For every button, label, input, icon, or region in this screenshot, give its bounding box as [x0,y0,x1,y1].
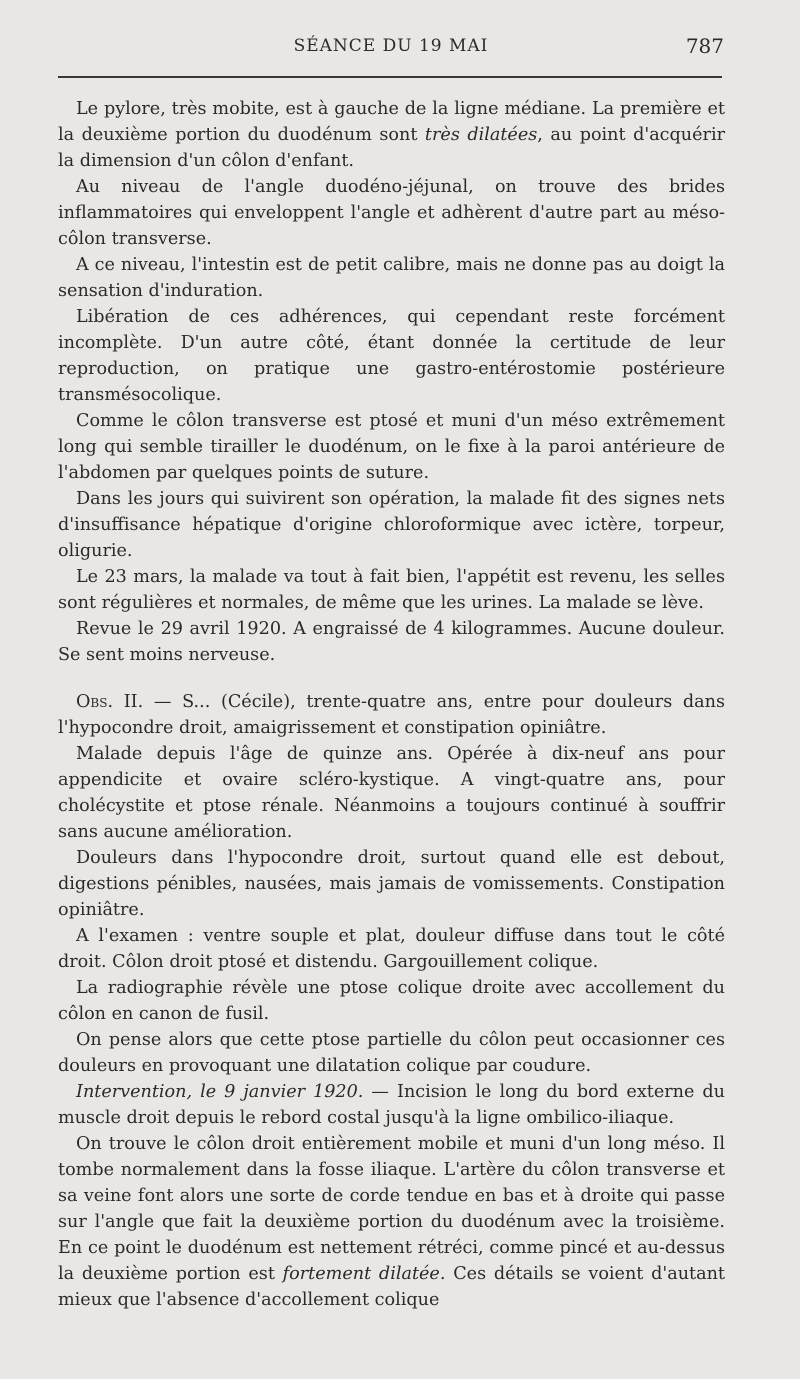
text-run: La radiographie révèle une ptose colique droite avec accollement du côlon en canon de fusil. [58,978,725,1024]
text-run: Comme le côlon transverse est ptosé et muni d'un méso extrêmement long qui semble tirailler le duodénum, on le fixe à la paroi antérieure de l'abdomen par quelques points de suture. [58,411,725,483]
text-run: Dans les jours qui suivirent son opération, la malade fit des signes nets d'insuffisance hépatique d'origine chloroformique avec ictère, torpeur, oligurie. [58,489,725,561]
text-run: A l'examen : ventre souple et plat, douleur diffuse dans tout le côté droit. Côlon droit ptosé et distendu. Gargouillement colique. [58,926,725,972]
text-run: Le 23 mars, la malade va tout à fait bien, l'appétit est revenu, les selles sont régulières et normales, de même que les urines. La malade se lève. [58,567,725,613]
paragraph [58,845,725,923]
page-number: 787 [685,34,724,58]
running-header [58,34,724,64]
text-run: Revue le 29 avril 1920. A engraissé de 4 kilogrammes. Aucune douleur. Se sent moins nerveuse. [58,619,725,665]
paragraph [58,174,725,252]
header-title: SÉANCE DU 19 MAI [293,36,489,56]
text-run: Obs. II. [76,692,144,712]
paragraph [58,408,725,486]
text-run: Libération de ces adhérences, qui cependant reste forcément incomplète. D'un autre côté, étant donnée la certitude de leur reproduction, on pratique une gastro-entérostomie postérieure transmésocolique. [58,307,725,405]
paragraph [58,616,725,668]
text-run: — S... (Cécile), trente-quatre ans, entre pour douleurs dans l'hypocondre droit, amaigrissement et constipation opiniâtre. [58,692,725,738]
paragraph [58,252,725,304]
paragraph [58,689,725,741]
text-run: — Incision le long du bord externe du muscle droit depuis le rebord costal jusqu'à la ligne ombilico-iliaque. [58,1082,726,1128]
paragraph [58,486,725,564]
paragraph [58,923,725,975]
paragraph [58,564,725,616]
text-run: A ce niveau, l'intestin est de petit calibre, mais ne donne pas au doigt la sensation d'induration. [58,255,725,301]
text-run: Intervention, le 9 janvier 1920. [76,1082,364,1102]
header-rule [58,76,722,78]
paragraph [58,1131,725,1313]
text-run: On trouve le côlon droit entièrement mobile et muni d'un long méso. Il tombe normalement dans la fosse iliaque. L'artère du côlon transverse et sa veine font alors une sorte de corde tendue en bas et à droite qui passe sur l'angle que fait la deuxième portion du duodénum avec la troisième. En ce point le duodénum est nettement rétréci, comme pincé et au-dessus la deuxième portion est [58,1134,725,1284]
paragraph [58,975,725,1027]
text-run: Douleurs dans l'hypocondre droit, surtout quand elle est debout, digestions pénibles, nausées, mais jamais de vomissements. Constipation opiniâtre. [58,848,725,920]
paragraph [58,96,725,174]
paragraph [58,1027,725,1079]
text-run: Le pylore, très mobite, est à gauche de la ligne médiane. La première et la deuxième portion du duodénum sont [58,99,725,145]
paragraph [58,304,725,408]
text-run: Malade depuis l'âge de quinze ans. Opérée à dix-neuf ans pour appendicite et ovaire scléro-kystique. A vingt-quatre ans, pour cholécystite et ptose rénale. Néanmoins a toujours continué à souffrir sans aucune amélioration. [58,744,725,842]
text-run: Au niveau de l'angle duodéno-jéjunal, on trouve des brides inflammatoires qui enveloppent l'angle et adhèrent d'autre part au méso-côlon transverse. [58,177,725,249]
text-run: On pense alors que cette ptose partielle du côlon peut occasionner ces douleurs en provoquant une dilatation colique par coudure. [58,1030,725,1076]
text-run: fortement dilatée. [282,1264,446,1284]
body-text [58,96,725,1313]
paragraph [58,1079,725,1131]
paragraph [58,741,725,845]
text-run: , au point d'acquérir la dimension d'un côlon d'enfant. [58,125,725,171]
text-run: Ces détails se voient d'autant mieux que l'absence d'accollement colique [58,1264,726,1310]
text-run: très dilatées [424,125,538,145]
